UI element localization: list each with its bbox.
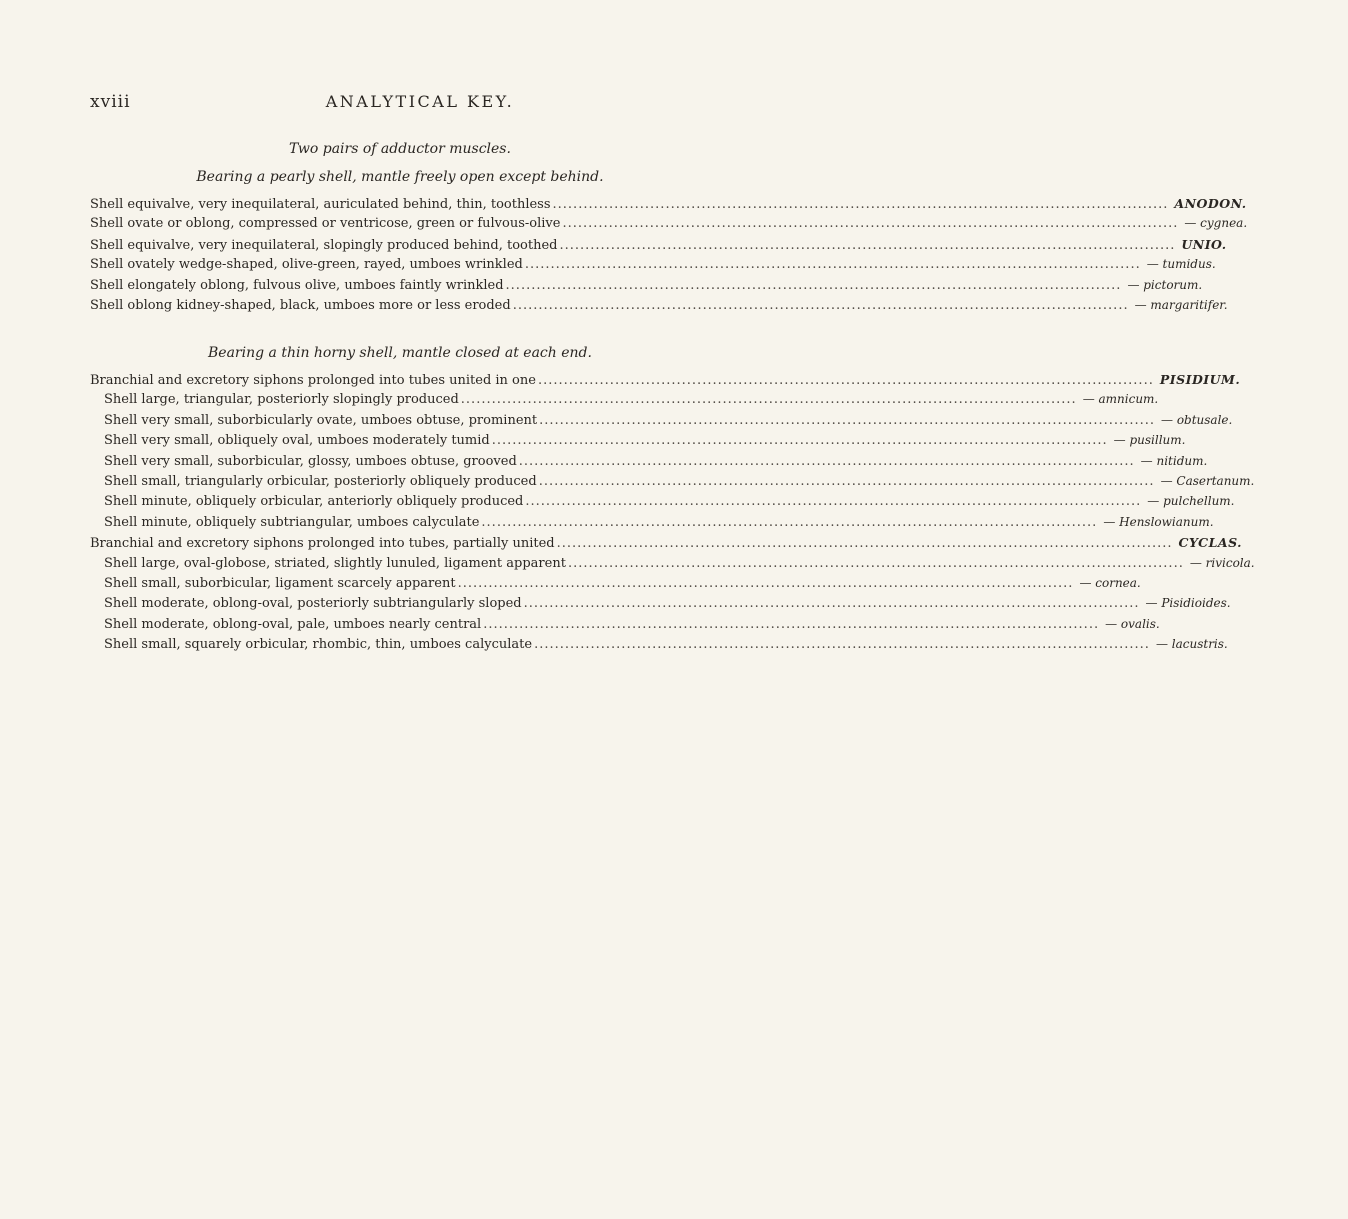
dot-leader: ........................................................................................................................ [457, 575, 1074, 591]
dot-leader: ........................................................................................................................ [562, 216, 1179, 232]
key-description: Shell very small, suborbicular, glossy, umboes obtuse, grooved [104, 453, 517, 469]
genus-name: PISIDIUM. [1159, 372, 1241, 387]
species-name: — obtusale. [1161, 412, 1233, 427]
key-description: Shell very small, obliquely oval, umboes moderately tumid [104, 433, 490, 449]
species-name: — pictorum. [1127, 277, 1203, 292]
key-entry [90, 257, 1216, 277]
dot-leader: ........................................................................................................................ [539, 412, 1155, 428]
key-description: Shell elongately oblong, fulvous olive, umboes faintly wrinkled [90, 277, 504, 293]
key-description: Shell oblong kidney-shaped, black, umboes more or less eroded [90, 297, 511, 313]
key-entry [90, 453, 1208, 474]
key-entry [90, 277, 1203, 298]
dot-leader: ........................................................................................................................ [525, 494, 1142, 510]
key-entry [90, 555, 1255, 576]
species-name: — tumidus. [1146, 257, 1216, 272]
key-description: Shell large, triangular, posteriorly slopingly produced [104, 392, 459, 408]
species-name: — pusillum. [1113, 433, 1186, 448]
page-number: xviii [90, 92, 131, 112]
key-entry [90, 494, 1235, 514]
dot-leader: ........................................................................................................................ [512, 297, 1129, 313]
running-head: ANALYTICAL KEY. [325, 92, 515, 111]
dot-leader: ........................................................................................................................ [483, 616, 1100, 632]
species-name: — cygnea. [1184, 216, 1248, 231]
dot-leader: ........................................................................................................................ [518, 453, 1135, 469]
dot-leader: ........................................................................................................................ [481, 514, 1098, 530]
key-entry [90, 535, 1243, 555]
key-entry [90, 196, 1247, 216]
key-list-pearly [90, 196, 1248, 318]
dot-leader: ........................................................................................................................ [491, 433, 1108, 449]
species-name: — Casertanum. [1160, 473, 1255, 488]
key-description: Branchial and excretory siphons prolonged into tubes, partially united [90, 536, 555, 552]
group-2-heading: Bearing a thin horny shell, mantle closed at each end. [208, 345, 592, 361]
dot-leader: ........................................................................................................................ [556, 536, 1173, 552]
species-name: — cornea. [1079, 575, 1141, 590]
key-list-horny [90, 372, 1255, 657]
key-description: Shell moderate, oblong-oval, posteriorly subtriangularly sloped [104, 596, 522, 612]
key-entry [90, 372, 1241, 392]
genus-name: CYCLAS. [1178, 535, 1243, 551]
key-description: Shell minute, obliquely subtriangular, umboes calyculate [104, 514, 480, 530]
species-name: — Henslowianum. [1103, 514, 1214, 529]
key-description: Branchial and excretory siphons prolonged into tubes united in one [90, 373, 536, 388]
species-name: — margaritifer. [1134, 297, 1228, 312]
key-description: Shell moderate, oblong-oval, pale, umboes nearly central [104, 616, 482, 632]
key-entry [90, 392, 1159, 412]
key-description: Shell equivalve, very inequilateral, slopingly produced behind, toothed [90, 237, 558, 253]
key-entry [90, 216, 1248, 236]
genus-name: UNIO. [1181, 236, 1227, 252]
key-description: Shell equivalve, very inequilateral, auriculated behind, thin, toothless [90, 197, 551, 212]
dot-leader: ........................................................................................................................ [534, 637, 1150, 653]
genus-name: ANODON. [1174, 196, 1247, 211]
species-name: — pulchellum. [1147, 494, 1235, 509]
key-entry [90, 412, 1233, 433]
key-entry [90, 616, 1160, 637]
key-entry [90, 473, 1255, 494]
key-entry [90, 236, 1227, 257]
species-name: — ovalis. [1105, 616, 1160, 631]
key-entry [90, 575, 1141, 596]
key-description: Shell minute, obliquely orbicular, anteriorly obliquely produced [104, 494, 524, 510]
dot-leader: ........................................................................................................................ [524, 257, 1141, 273]
dot-leader: ........................................................................................................................ [559, 237, 1176, 253]
key-description: Shell small, triangularly orbicular, posteriorly obliquely produced [104, 473, 537, 489]
page-header [90, 92, 750, 114]
section-title: Two pairs of adductor muscles. [289, 141, 511, 157]
dot-leader: ........................................................................................................................ [567, 555, 1184, 571]
key-description: Shell large, oval-globose, striated, slightly lunuled, ligament apparent [104, 555, 566, 571]
key-description: Shell ovately wedge-shaped, olive-green, rayed, umboes wrinkled [90, 257, 523, 273]
dot-leader: ........................................................................................................................ [537, 373, 1154, 388]
species-name: — nitidum. [1140, 453, 1208, 468]
key-entry [90, 637, 1228, 657]
dot-leader: ........................................................................................................................ [460, 392, 1077, 408]
species-name: — lacustris. [1155, 637, 1228, 652]
dot-leader: ........................................................................................................................ [523, 596, 1140, 612]
dot-leader: ........................................................................................................................ [552, 197, 1169, 212]
species-name: — Pisidioides. [1145, 596, 1231, 611]
key-description: Shell small, suborbicular, ligament scarcely apparent [104, 575, 456, 591]
key-description: Shell ovate or oblong, compressed or ventricose, green or fulvous-olive [90, 216, 561, 232]
dot-leader: ........................................................................................................................ [538, 473, 1155, 489]
species-name: — amnicum. [1082, 392, 1159, 407]
key-description: Shell small, squarely orbicular, rhombic, thin, umboes calyculate [104, 637, 533, 653]
species-name: — rivicola. [1189, 555, 1255, 570]
key-entry [90, 514, 1214, 535]
key-entry [90, 433, 1186, 453]
group-1-heading: Bearing a pearly shell, mantle freely open except behind. [196, 169, 604, 185]
key-description: Shell very small, suborbicularly ovate, umboes obtuse, prominent [104, 412, 538, 428]
key-entry [90, 297, 1228, 318]
key-entry [90, 596, 1231, 616]
dot-leader: ........................................................................................................................ [505, 277, 1122, 293]
